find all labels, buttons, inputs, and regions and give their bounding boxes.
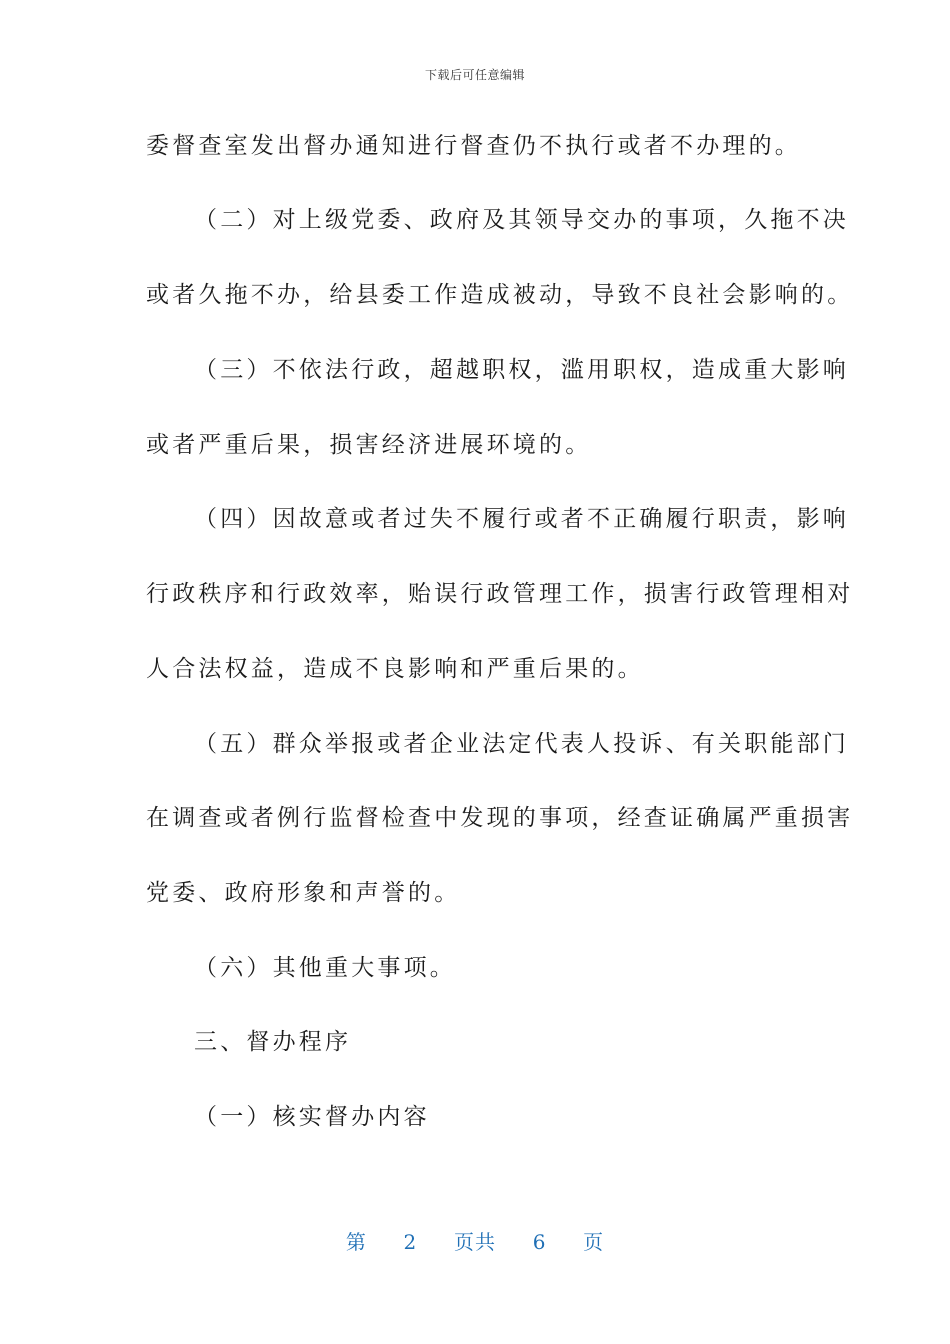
footer-current-page: 2 bbox=[403, 1230, 418, 1254]
paragraph-line: 或者严重后果，损害经济进展环境的。 bbox=[146, 432, 592, 458]
paragraph-line: （三）不依法行政，超越职权，滥用职权，造成重大影响 bbox=[194, 357, 849, 383]
section-heading: 三、督办程序 bbox=[194, 1029, 352, 1055]
paragraph-line: 党委、政府形象和声誉的。 bbox=[146, 880, 461, 906]
paragraph-line: （四）因故意或者过失不履行或者不正确履行职责，影响 bbox=[194, 506, 849, 532]
paragraph-line: 委督查室发出督办通知进行督查仍不执行或者不办理的。 bbox=[146, 133, 801, 159]
paragraph-line: 在调查或者例行监督检查中发现的事项，经查证确属严重损害 bbox=[146, 805, 854, 831]
paragraph-line: 行政秩序和行政效率，贻误行政管理工作，损害行政管理相对 bbox=[146, 581, 854, 607]
header-note: 下载后可任意编辑 bbox=[424, 68, 525, 82]
footer-middle: 页共 bbox=[454, 1230, 496, 1254]
footer-total-pages: 6 bbox=[532, 1230, 547, 1254]
paragraph-line: （二）对上级党委、政府及其领导交办的事项，久拖不决 bbox=[194, 207, 849, 233]
paragraph-line: 或者久拖不办，给县委工作造成被动，导致不良社会影响的。 bbox=[146, 282, 854, 308]
page-footer bbox=[0, 1226, 950, 1255]
paragraph-line: 人合法权益，造成不良影响和严重后果的。 bbox=[146, 656, 644, 682]
footer-prefix: 第 bbox=[345, 1230, 367, 1254]
paragraph-line: （五）群众举报或者企业法定代表人投诉、有关职能部门 bbox=[194, 731, 849, 757]
footer-suffix: 页 bbox=[583, 1230, 605, 1254]
subsection-heading: （一）核实督办内容 bbox=[194, 1104, 430, 1130]
paragraph-line: （六）其他重大事项。 bbox=[194, 955, 456, 981]
